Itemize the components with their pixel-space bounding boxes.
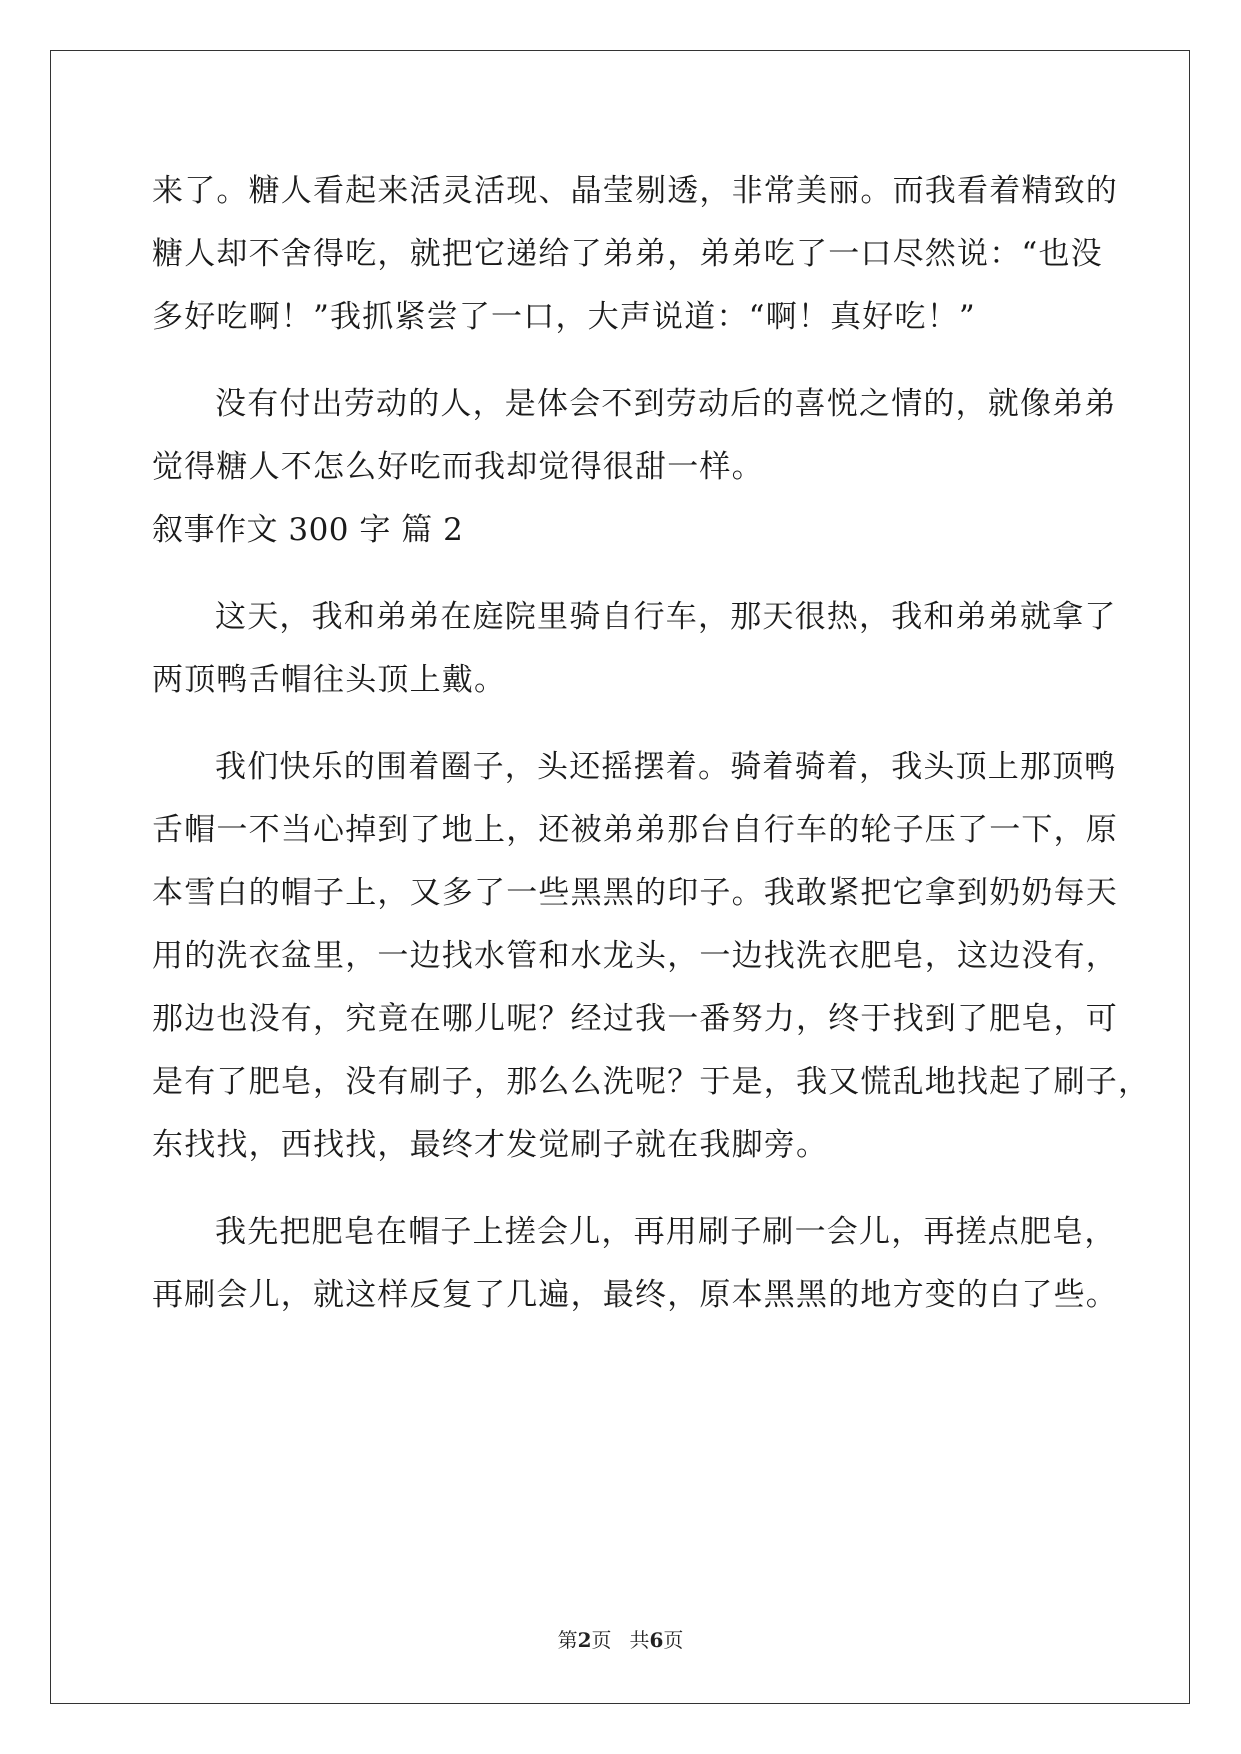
total-pages-suffix: 页 [663, 1628, 684, 1652]
text-line: 多好吃啊！”我抓紧尝了一口，大声说道：“啊！真好吃！” [152, 299, 976, 335]
text-line: 觉得糖人不怎么好吃而我却觉得很甜一样。 [152, 449, 764, 485]
text-line: 本雪白的帽子上，又多了一些黑黑的印子。我敢紧把它拿到奶奶每天 [152, 875, 1118, 911]
total-page-count: 6 [649, 1628, 664, 1652]
text-line: 糖人却不舍得吃，就把它递给了弟弟，弟弟吃了一口尽然说：“也没 [152, 236, 1103, 272]
text-line: 是有了肥皂，没有刷子，那么么洗呢？于是，我又慌乱地找起了刷子， [152, 1064, 1151, 1100]
text-line: 用的洗衣盆里，一边找水管和水龙头，一边找洗衣肥皂，这边没有， [152, 938, 1118, 974]
page-number-prefix: 第 [557, 1628, 578, 1652]
text-line: 那边也没有，究竟在哪儿呢？经过我一番努力，终于找到了肥皂，可 [152, 1001, 1118, 1037]
section-heading: 叙事作文 300 字 篇 2 [152, 512, 464, 548]
page-footer [0, 1624, 1241, 1653]
paragraph-first-line: 这天，我和弟弟在庭院里骑自行车，那天很热，我和弟弟就拿了 [215, 599, 1117, 635]
text-line: 东找找，西找找，最终才发觉刷子就在我脚旁。 [152, 1127, 829, 1163]
text-line: 舌帽一不当心掉到了地上，还被弟弟那台自行车的轮子压了一下，原 [152, 812, 1118, 848]
paragraph-first-line: 我先把肥皂在帽子上搓会儿，再用刷子刷一会儿，再搓点肥皂， [215, 1214, 1117, 1250]
text-line: 再刷会儿，就这样反复了几遍，最终，原本黑黑的地方变的白了些。 [152, 1277, 1118, 1313]
document-body [152, 160, 1151, 1327]
text-line: 两顶鸭舌帽往头顶上戴。 [152, 662, 507, 698]
page-number-suffix: 页 [591, 1628, 612, 1652]
paragraph-first-line: 我们快乐的围着圈子，头还摇摆着。骑着骑着，我头顶上那顶鸭 [215, 749, 1117, 785]
paragraph-first-line: 没有付出劳动的人，是体会不到劳动后的喜悦之情的，就像弟弟 [215, 386, 1117, 422]
total-pages-prefix: 共 [629, 1628, 650, 1652]
text-line: 来了。糖人看起来活灵活现、晶莹剔透，非常美丽。而我看着精致的 [152, 173, 1118, 209]
current-page-number: 2 [577, 1628, 592, 1652]
